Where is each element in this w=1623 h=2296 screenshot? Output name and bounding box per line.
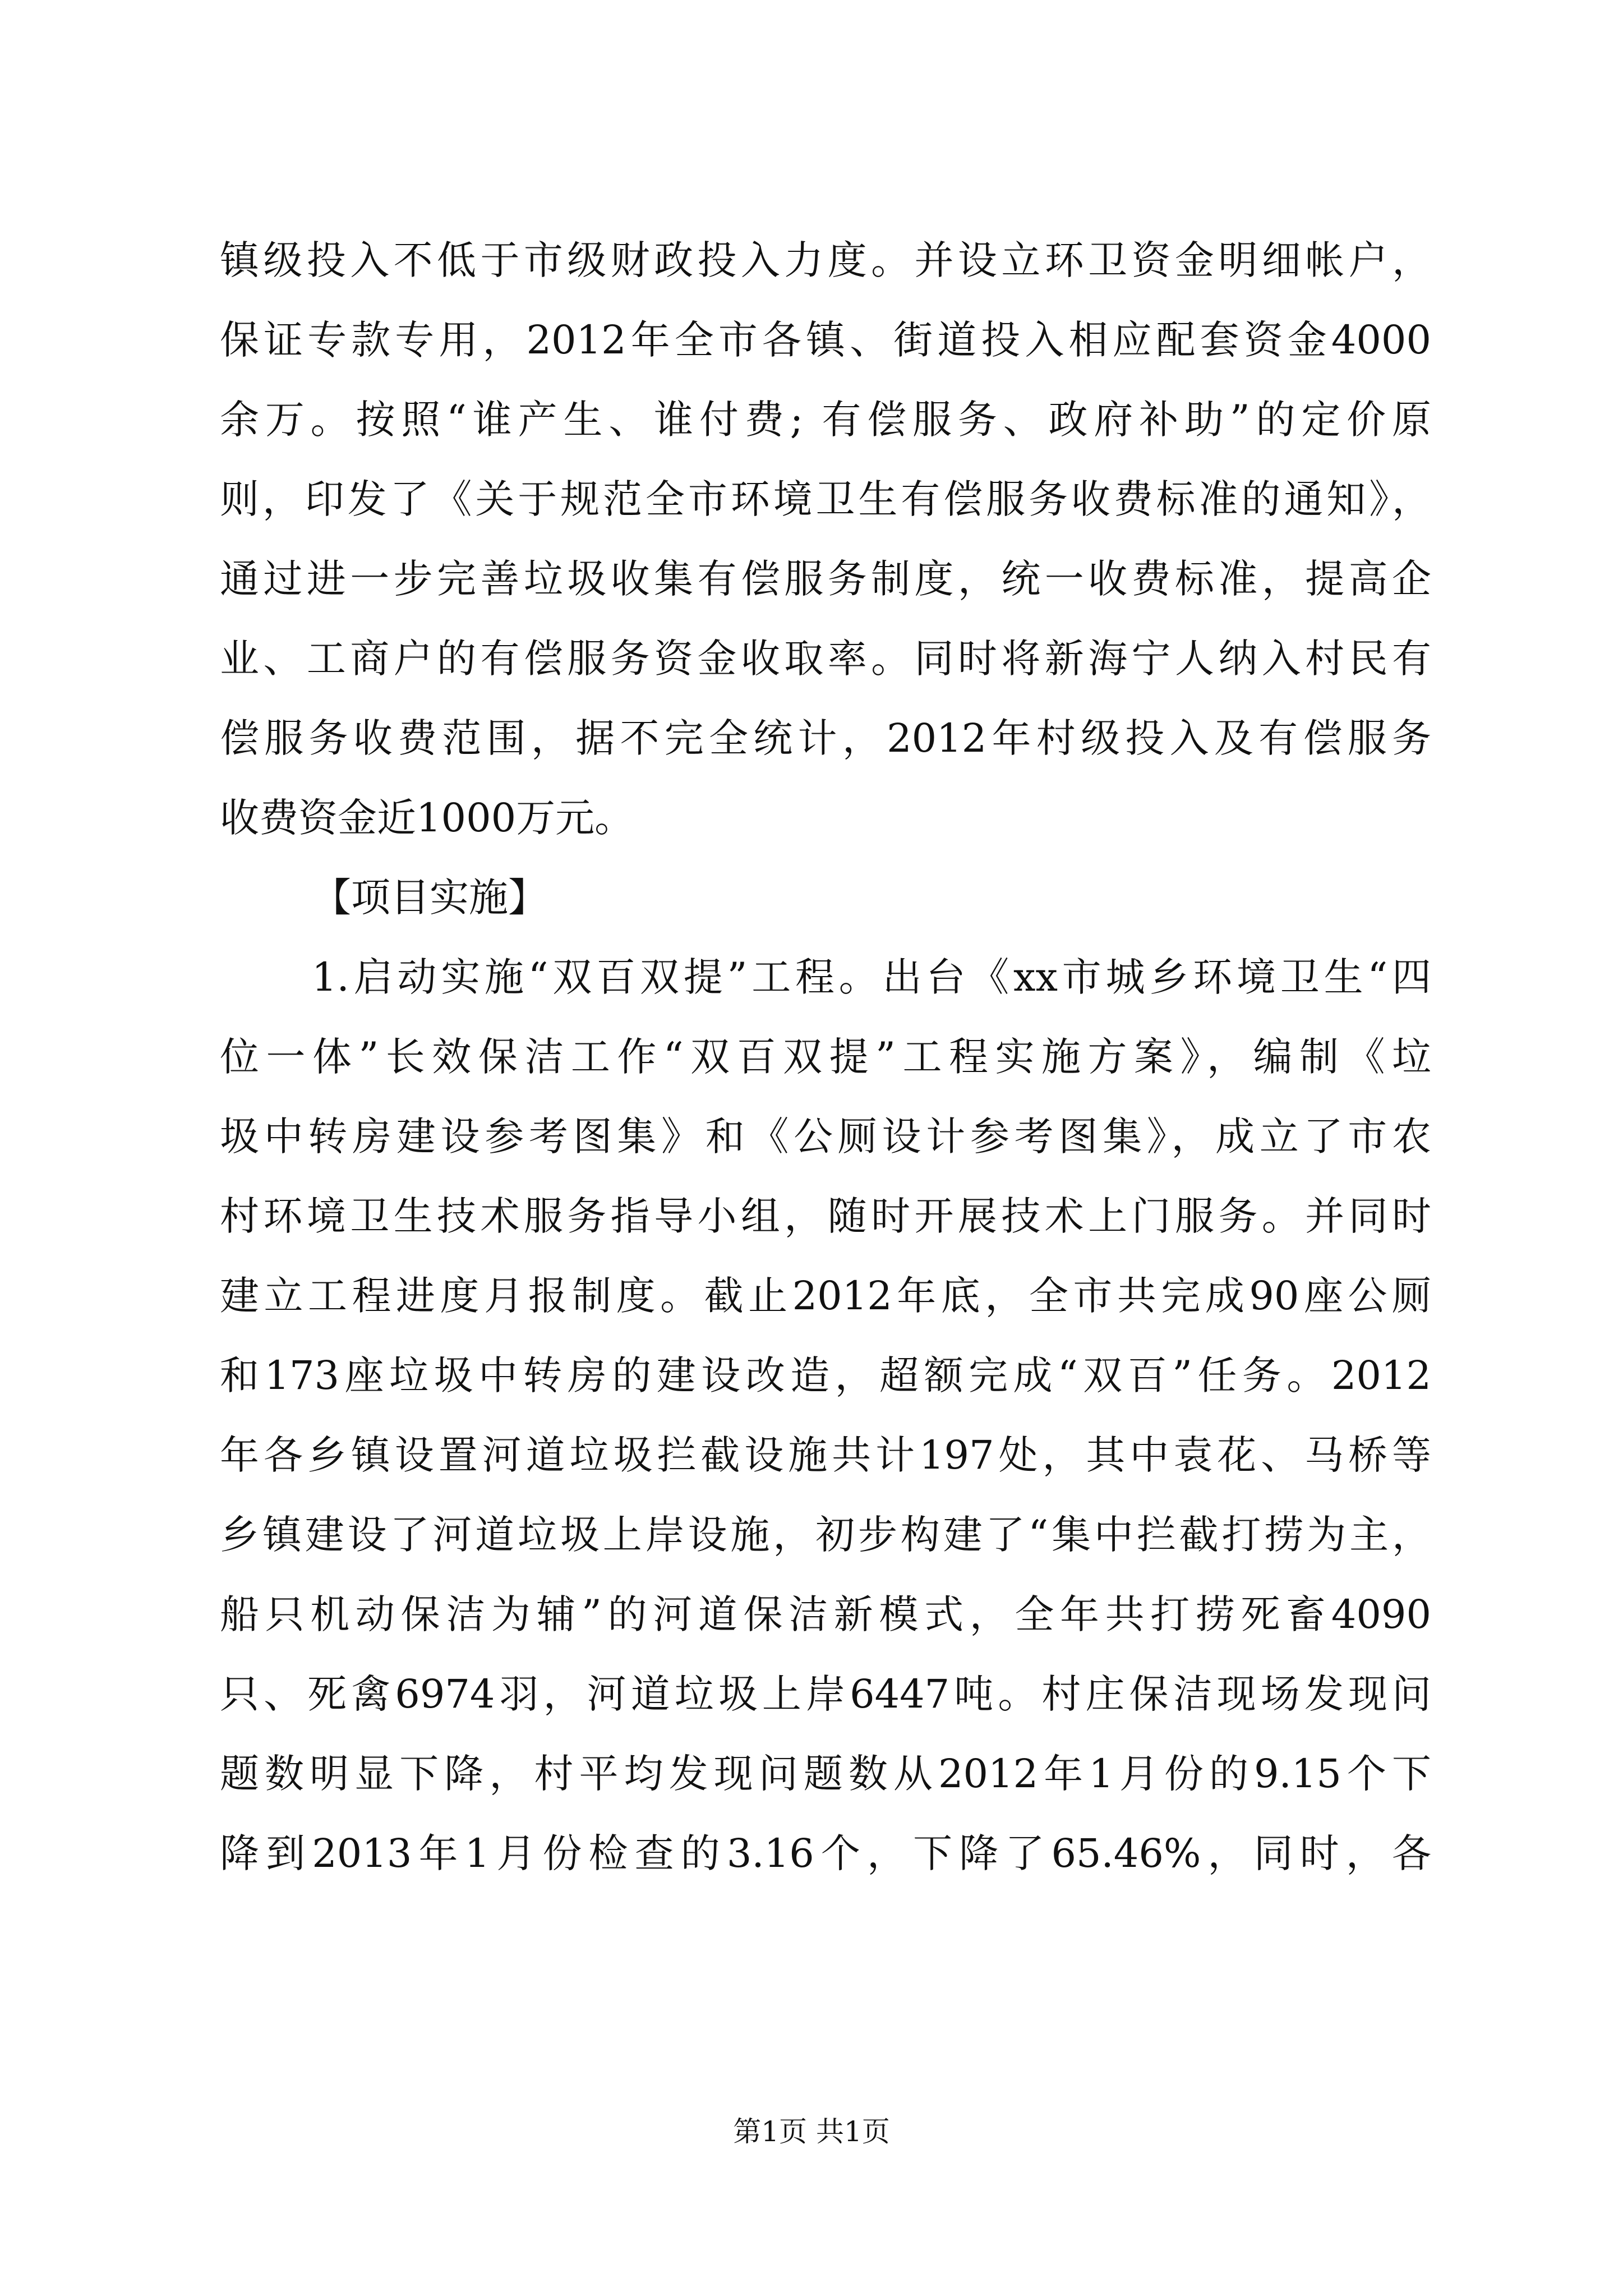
body-text-line: 偿服务收费范围，据不完全统计，2012年村级投入及有偿服务 (220, 715, 1431, 761)
body-text-line: 业、工商户的有偿服务资金收取率。同时将新海宁人纳入村民有 (220, 636, 1431, 682)
body-text-line: 收费资金近1000万元。 (220, 795, 634, 841)
body-text-line: 乡镇建设了河道垃圾上岸设施，初步构建了“集中拦截打捞为主， (220, 1512, 1431, 1558)
body-text-line: 镇级投入不低于市级财政投入力度。并设立环卫资金明细帐户， (220, 237, 1431, 283)
body-text-line: 圾中转房建设参考图集》和《公厕设计参考图集》，成立了市农 (220, 1114, 1431, 1159)
body-text-line: 余万。按照“谁产生、谁付费; 有偿服务、政府补助”的定价原 (220, 397, 1431, 443)
body-text-line: 建立工程进度月报制度。截止2012年底，全市共完成90座公厕 (220, 1273, 1431, 1319)
section-heading: 【项目实施】 (312, 875, 547, 921)
body-text-line: 则，印发了《关于规范全市环境卫生有偿服务收费标准的通知》， (220, 476, 1431, 522)
body-text-line: 保证专款专用，2012年全市各镇、街道投入相应配套资金4000 (220, 317, 1431, 363)
page-footer: 第1页 共1页 (733, 2115, 890, 2148)
body-text-line: 只、死禽6974羽，河道垃圾上岸6447吨。村庄保洁现场发现问 (220, 1671, 1431, 1717)
body-text-line: 题数明显下降，村平均发现问题数从2012年1月份的9.15个下 (220, 1751, 1431, 1797)
body-text-line: 通过进一步完善垃圾收集有偿服务制度，统一收费标准，提高企 (220, 556, 1431, 602)
body-text-line: 和173座垃圾中转房的建设改造，超额完成“双百”任务。2012 (220, 1352, 1431, 1398)
body-text-line: 村环境卫生技术服务指导小组，随时开展技术上门服务。并同时 (220, 1193, 1431, 1239)
body-text-line: 位一体”长效保洁工作“双百双提”工程实施方案》，编制《垃 (220, 1034, 1431, 1080)
body-text-line: 船只机动保洁为辅”的河道保洁新模式，全年共打捞死畜4090 (220, 1591, 1431, 1637)
body-text-line: 年各乡镇设置河道垃圾拦截设施共计197处，其中袁花、马桥等 (220, 1432, 1431, 1478)
body-text-line: 1.启动实施“双百双提”工程。出台《xx市城乡环境卫生“四 (312, 954, 1431, 1000)
body-text-line: 降到2013年1月份检查的3.16个，下降了65.46%，同时，各 (220, 1830, 1431, 1876)
